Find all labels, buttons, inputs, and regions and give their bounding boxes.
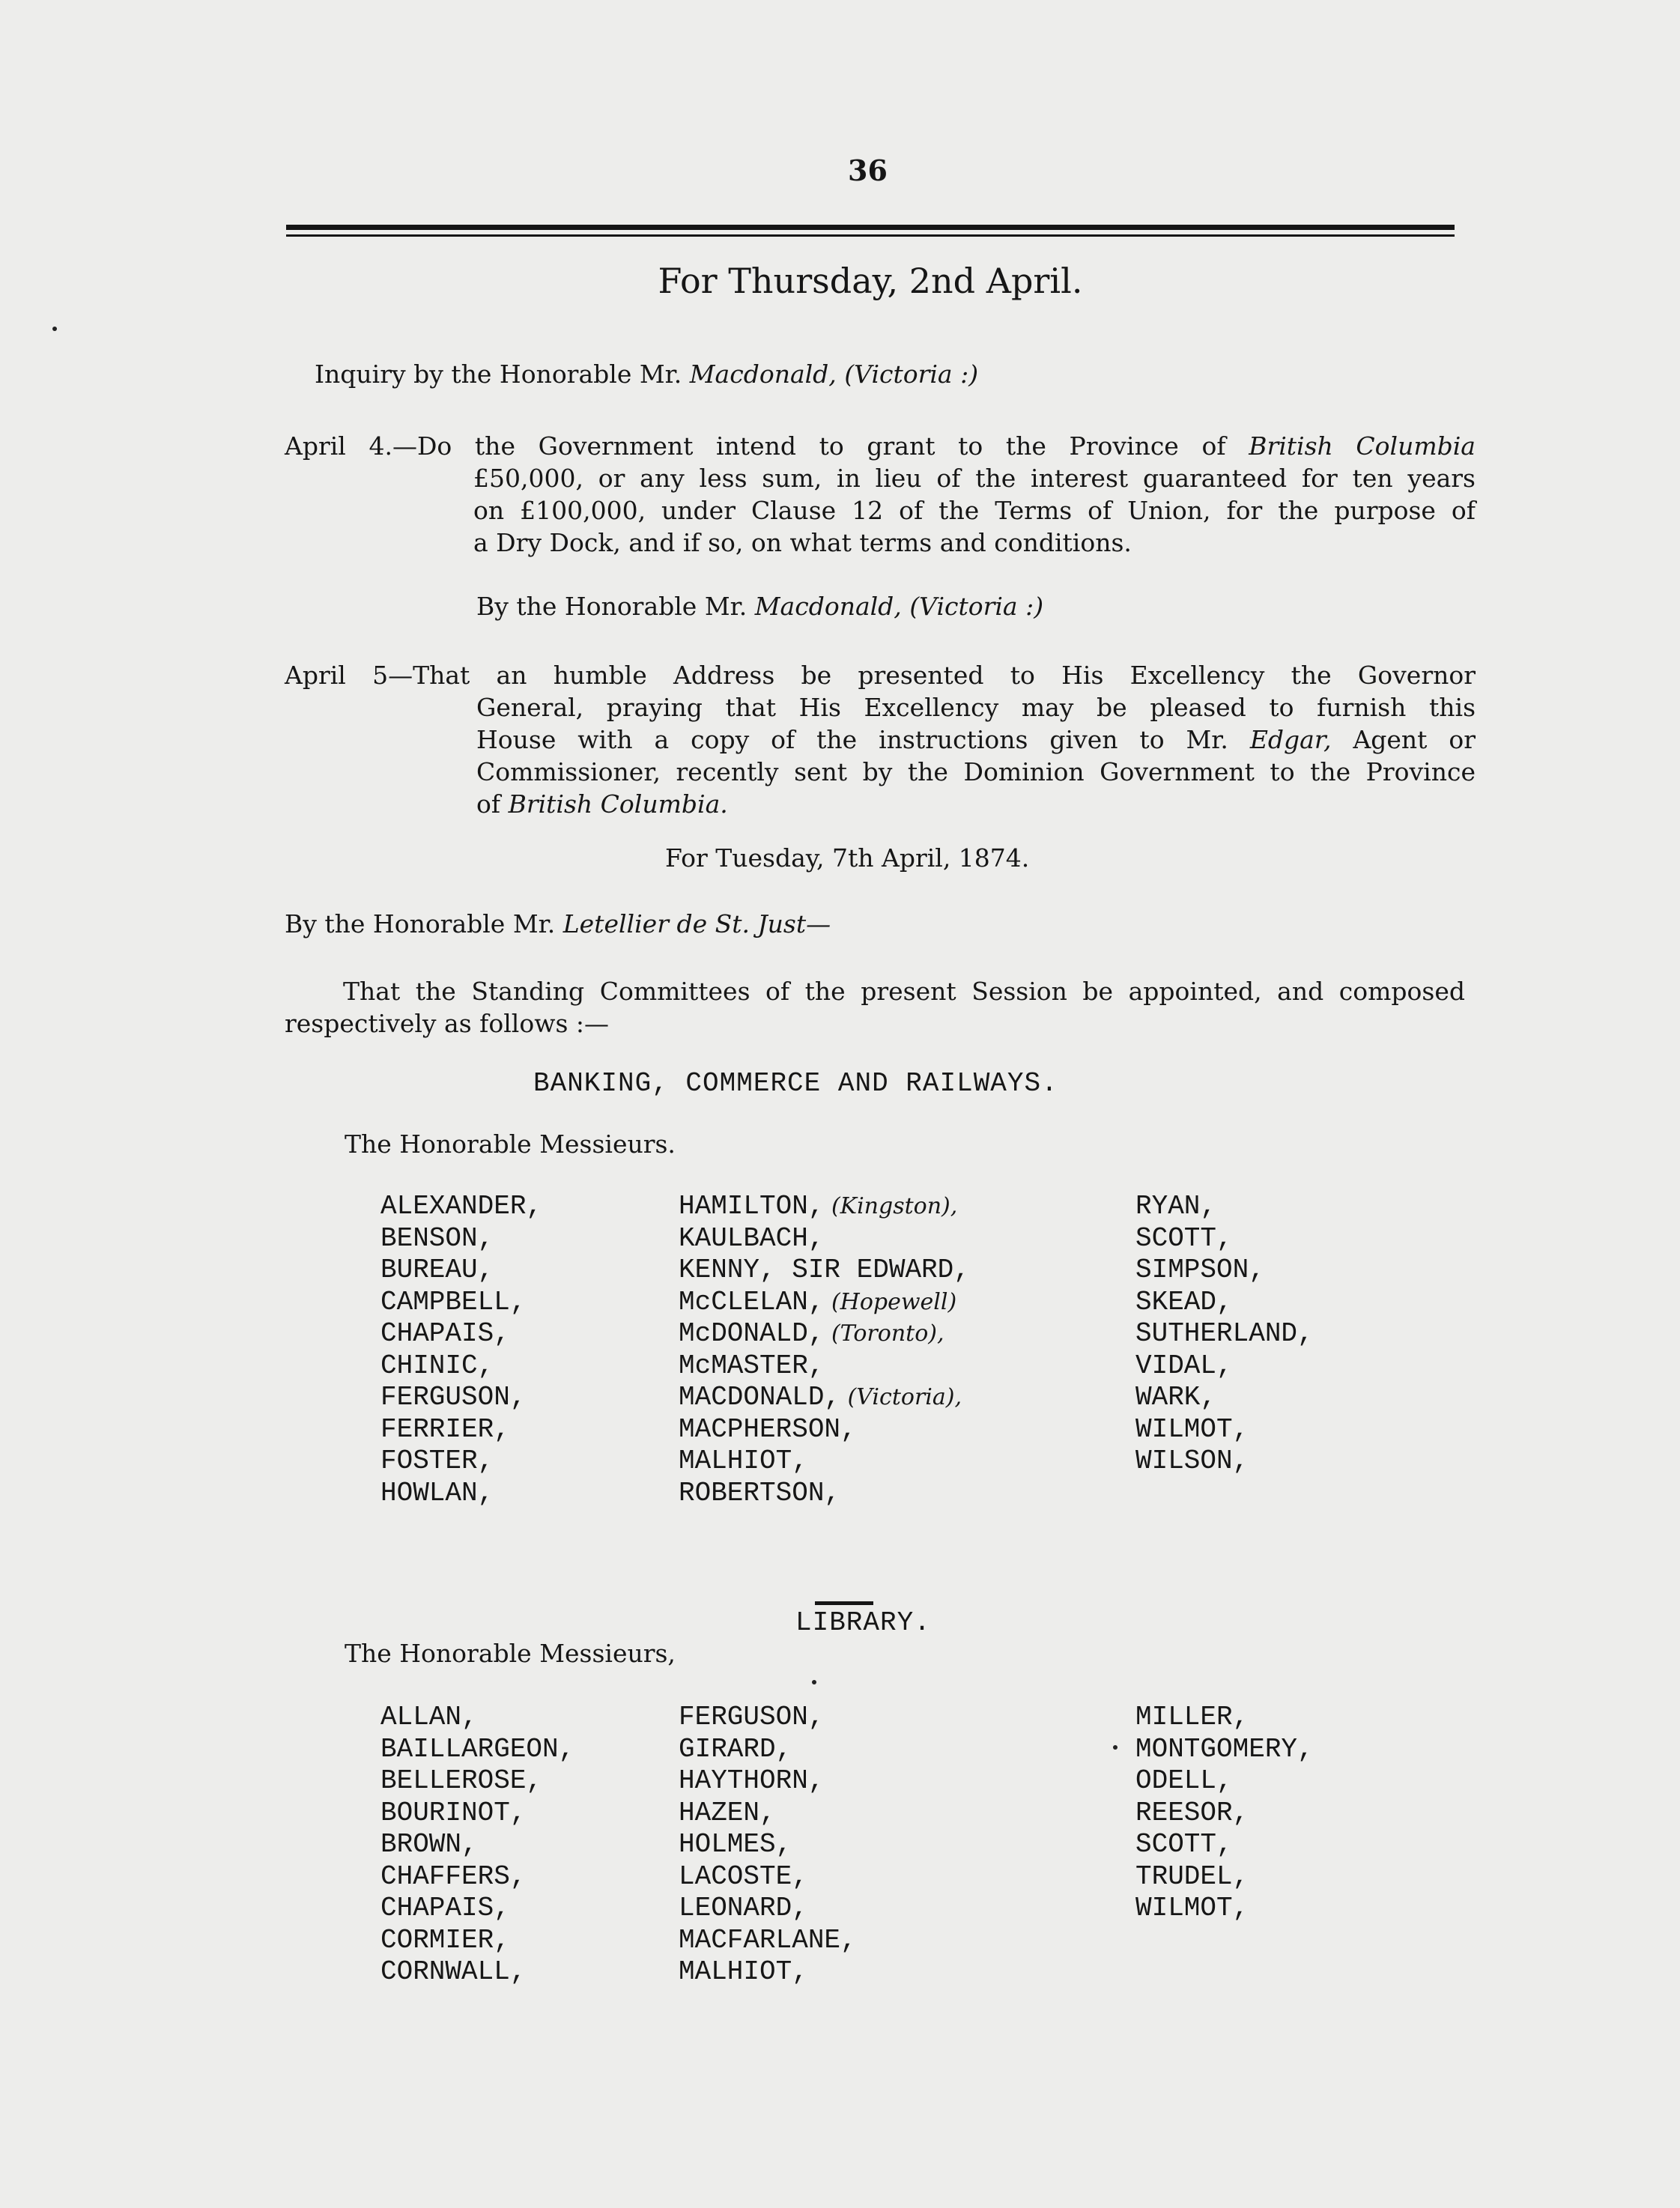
header-rule-thin: [286, 234, 1455, 237]
member-name: McDONALD,: [679, 1318, 825, 1349]
member-entry: VIDAL,: [1135, 1350, 1233, 1381]
member-entry: MALHIOT,: [679, 1956, 808, 1987]
motion-date: April 5—: [285, 661, 413, 690]
member-entry: CHAPAIS,: [380, 1318, 510, 1349]
member-name: MALHIOT,: [679, 1446, 808, 1476]
member-entry: FERRIER,: [380, 1413, 510, 1445]
member-entry: WILSON,: [1135, 1446, 1249, 1476]
scan-speck: [1113, 1745, 1118, 1750]
member-entry: FOSTER,: [380, 1446, 494, 1476]
member-entry: GIRARD,: [679, 1733, 792, 1765]
header-rule: [286, 225, 1455, 230]
member-entry: LACOSTE,: [679, 1860, 808, 1892]
member-name: Macdonald,: [754, 592, 902, 621]
member-entry: [679, 1414, 970, 1446]
member-riding: (Toronto),: [824, 1320, 944, 1347]
motion-april-5: [285, 659, 1476, 691]
member-entry: MACFARLANE,: [679, 1924, 857, 1956]
member-entry: [679, 1382, 970, 1414]
motion-by-line: [285, 909, 831, 938]
motion-line: a Dry Dock, and if so, on what terms and conditions.: [473, 528, 1132, 557]
member-name: ROBERTSON,: [679, 1477, 841, 1508]
committee-title-library: LIBRARY.: [795, 1607, 931, 1638]
member-entry: FERGUSON,: [679, 1702, 825, 1732]
motion-line: on £100,000, under Clause 12 of the Terms of Union, for the purpose of: [473, 496, 1476, 525]
scan-speck: [812, 1680, 816, 1684]
member-entry: [679, 1223, 970, 1255]
member-entry: [679, 1255, 970, 1287]
member-entry: FERGUSON,: [380, 1382, 527, 1413]
member-entry: ALLAN,: [380, 1702, 478, 1732]
member-entry: [679, 1478, 970, 1510]
member-name: MACDONALD,: [679, 1382, 841, 1413]
paragraph-line: respectively as follows :—: [285, 1009, 609, 1038]
member-riding: (Victoria),: [840, 1384, 962, 1410]
member-entry: CHINIC,: [380, 1350, 494, 1381]
heading-thursday: For Thursday, 2nd April.: [658, 261, 1083, 301]
motion-text: Agent or: [1353, 725, 1476, 754]
province-name: British Columbia.: [508, 789, 728, 819]
motion-line: [285, 430, 1476, 462]
member-entry: [679, 1191, 970, 1223]
member-name: HAMILTON,: [679, 1191, 825, 1222]
committee-salutation: The Honorable Messieurs.: [345, 1129, 676, 1159]
member-name: KAULBACH,: [679, 1222, 825, 1254]
member-entry: [679, 1350, 970, 1383]
motion-line: Commissioner, recently sent by the Dominion Government to the Province: [476, 757, 1476, 786]
member-entry: [679, 1446, 970, 1478]
motion-april-5-cont: [476, 691, 1476, 820]
member-name: McCLELAN,: [679, 1286, 825, 1317]
member-entry: HAYTHORN,: [679, 1765, 825, 1796]
member-entry: BENSON,: [380, 1222, 494, 1254]
committee-salutation: The Honorable Messieurs,: [345, 1639, 676, 1668]
member-entry: SUTHERLAND,: [1135, 1318, 1314, 1349]
province-name: British Columbia: [1249, 431, 1476, 461]
heading-tuesday: For Tuesday, 7th April, 1874.: [665, 843, 1030, 873]
section-rule: [815, 1601, 873, 1605]
member-entry: HOLMES,: [679, 1829, 792, 1860]
member-entry: HAZEN,: [679, 1797, 776, 1828]
member-entry: ODELL,: [1135, 1765, 1233, 1796]
inquiry-line: [315, 360, 978, 389]
member-entry: BROWN,: [380, 1829, 478, 1860]
member-entry: CORMIER,: [380, 1924, 510, 1956]
member-entry: CHAFFERS,: [380, 1860, 527, 1892]
agent-name: Edgar,: [1249, 725, 1332, 754]
inquiry-line-2: [476, 592, 1043, 621]
inquiry-prefix: By the Honorable Mr.: [476, 592, 747, 621]
motion-april-4-cont: [473, 462, 1476, 559]
member-entry: ALEXANDER,: [380, 1191, 543, 1222]
scan-speck: [52, 327, 57, 331]
member-entry: BELLEROSE,: [380, 1765, 543, 1796]
member-entry: SCOTT,: [1135, 1829, 1233, 1860]
committee-column-3: [1135, 1191, 1314, 1478]
motion-text: Do the Government intend to grant to the Province of: [416, 431, 1226, 461]
member-entry: SKEAD,: [1135, 1286, 1233, 1317]
committee-column-1: [380, 1191, 542, 1509]
member-riding: (Kingston),: [824, 1193, 958, 1219]
member-entry: TRUDEL,: [1135, 1860, 1249, 1892]
member-entry: SIMPSON,: [1135, 1255, 1265, 1285]
member-entry: WILMOT,: [1135, 1413, 1249, 1445]
committee-column-2: [679, 1191, 970, 1509]
motion-by-prefix: By the Honorable Mr.: [285, 909, 556, 938]
motion-date: April 4.—: [285, 431, 417, 461]
motion-line: [476, 724, 1476, 756]
member-entry: [679, 1287, 970, 1319]
member-entry: LEONARD,: [679, 1893, 808, 1923]
member-entry: CORNWALL,: [380, 1956, 527, 1987]
member-name: KENNY, SIR EDWARD,: [679, 1255, 970, 1285]
motion-text: House with a copy of the instructions given to Mr.: [476, 725, 1228, 754]
committee-column-1: [380, 1702, 574, 1989]
motion-line: [476, 788, 1476, 820]
member-entry: CAMPBELL,: [380, 1286, 527, 1317]
member-entry: WARK,: [1135, 1382, 1217, 1413]
member-entry: MONTGOMERY,: [1135, 1733, 1314, 1765]
member-entry: BOURINOT,: [380, 1797, 527, 1828]
member-entry: BUREAU,: [380, 1255, 494, 1285]
motion-text: of: [476, 789, 501, 819]
member-entry: CHAPAIS,: [380, 1893, 510, 1923]
member-name: Macdonald,: [689, 360, 837, 389]
motion-text: That an humble Address be presented to His Excellency the Governor: [413, 661, 1476, 690]
riding-name: (Victoria :): [909, 592, 1044, 621]
motion-line: [285, 659, 1476, 691]
paragraph-line: That the Standing Committees of the present Session be appointed, and composed: [343, 977, 1465, 1006]
member-entry: HOWLAN,: [380, 1477, 494, 1508]
member-name: MACPHERSON,: [679, 1413, 857, 1445]
committee-column-2: [679, 1702, 857, 1989]
riding-name: (Victoria :): [844, 360, 979, 389]
committee-column-3: [1135, 1702, 1314, 1925]
member-entry: RYAN,: [1135, 1191, 1217, 1222]
member-riding: (Hopewell): [824, 1288, 957, 1315]
page-number: 36: [848, 154, 888, 187]
member-name: McMASTER,: [679, 1350, 825, 1381]
motion-line: General, praying that His Excellency may be pleased to furnish this: [476, 693, 1476, 722]
motion-april-4: [285, 430, 1476, 462]
motion-line: £50,000, or any less sum, in lieu of the interest guaranteed for ten years: [473, 464, 1476, 493]
committee-title-banking: BANKING, COMMERCE AND RAILWAYS.: [533, 1068, 1058, 1099]
member-entry: REESOR,: [1135, 1797, 1249, 1828]
member-entry: WILMOT,: [1135, 1893, 1249, 1923]
member-entry: BAILLARGEON,: [380, 1733, 575, 1765]
member-entry: SCOTT,: [1135, 1222, 1233, 1254]
member-name: Letellier de St. Just—: [562, 909, 831, 938]
member-entry: [679, 1318, 970, 1350]
member-entry: MILLER,: [1135, 1702, 1249, 1732]
inquiry-prefix: Inquiry by the Honorable Mr.: [315, 360, 682, 389]
committees-paragraph: [285, 975, 1465, 1040]
